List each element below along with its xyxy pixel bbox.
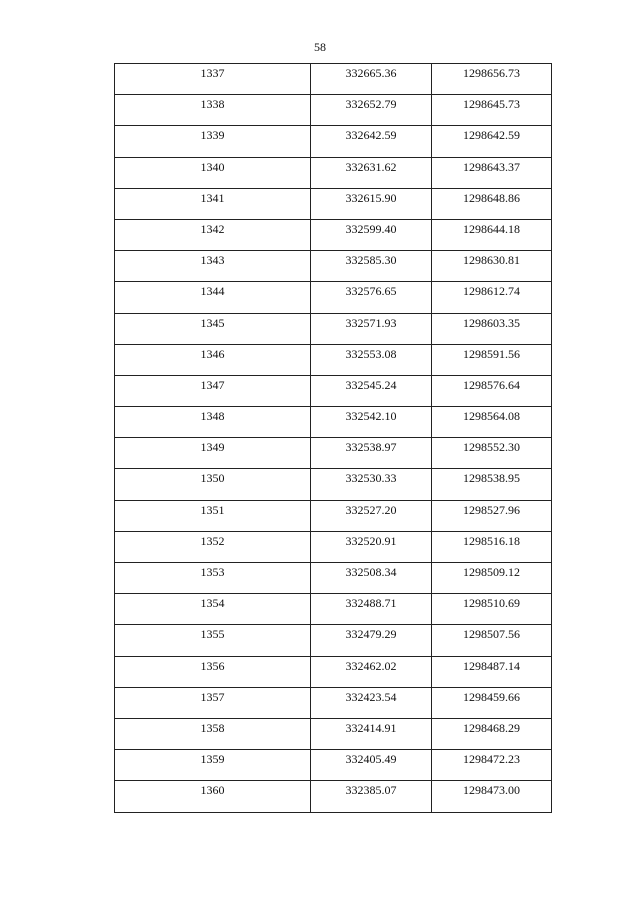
x-coordinate-cell xyxy=(311,500,432,531)
x-coordinate-cell xyxy=(311,625,432,656)
x-coordinate-text: 332479.29 xyxy=(345,627,397,642)
x-coordinate-cell xyxy=(311,718,432,749)
y-coordinate-text: 1298527.96 xyxy=(463,502,520,517)
y-coordinate-cell xyxy=(432,282,552,313)
table-body xyxy=(115,64,552,813)
point-number-text: 1347 xyxy=(200,377,225,392)
table-row xyxy=(115,718,552,749)
x-coordinate-text: 332571.93 xyxy=(345,315,397,330)
y-coordinate-text: 1298642.59 xyxy=(463,128,520,143)
x-coordinate-text: 332405.49 xyxy=(345,752,397,767)
x-coordinate-text: 332642.59 xyxy=(345,128,397,143)
x-coordinate-cell xyxy=(311,251,432,282)
y-coordinate-text: 1298507.56 xyxy=(463,627,520,642)
table-row xyxy=(115,64,552,95)
point-number-text: 1341 xyxy=(200,190,225,205)
point-number-cell xyxy=(115,469,311,500)
point-number-cell xyxy=(115,625,311,656)
x-coordinate-text: 332530.33 xyxy=(345,471,397,486)
table-row xyxy=(115,126,552,157)
table-row xyxy=(115,313,552,344)
x-coordinate-cell xyxy=(311,282,432,313)
x-coordinate-text: 332538.97 xyxy=(345,440,397,455)
y-coordinate-cell xyxy=(432,781,552,812)
y-coordinate-text: 1298509.12 xyxy=(463,565,520,579)
y-coordinate-cell xyxy=(432,344,552,375)
x-coordinate-text: 332488.71 xyxy=(345,596,397,611)
y-coordinate-cell xyxy=(432,219,552,250)
y-coordinate-text: 1298576.64 xyxy=(463,377,520,392)
point-number-cell xyxy=(115,656,311,687)
point-number-text: 1358 xyxy=(200,720,225,735)
y-coordinate-cell xyxy=(432,594,552,625)
x-coordinate-cell xyxy=(311,157,432,188)
point-number-cell xyxy=(115,313,311,344)
point-number-cell xyxy=(115,563,311,594)
y-coordinate-text: 1298643.37 xyxy=(463,159,520,174)
x-coordinate-text: 332652.79 xyxy=(345,97,397,112)
y-coordinate-cell xyxy=(432,625,552,656)
table-row xyxy=(115,531,552,562)
point-number-cell xyxy=(115,781,311,812)
y-coordinate-cell xyxy=(432,687,552,718)
table-row xyxy=(115,563,552,594)
x-coordinate-cell xyxy=(311,469,432,500)
y-coordinate-cell xyxy=(432,375,552,406)
y-coordinate-text: 1298591.56 xyxy=(463,346,520,361)
y-coordinate-text: 1298656.73 xyxy=(463,66,520,80)
x-coordinate-cell xyxy=(311,95,432,126)
y-coordinate-cell xyxy=(432,251,552,282)
point-number-text: 1357 xyxy=(200,689,225,704)
point-number-text: 1350 xyxy=(200,471,225,486)
x-coordinate-text: 332545.24 xyxy=(345,377,397,392)
y-coordinate-cell xyxy=(432,438,552,469)
x-coordinate-cell xyxy=(311,126,432,157)
point-number-text: 1356 xyxy=(200,658,225,673)
x-coordinate-text: 332508.34 xyxy=(345,565,397,579)
point-number-cell xyxy=(115,219,311,250)
table-row xyxy=(115,188,552,219)
y-coordinate-cell xyxy=(432,563,552,594)
x-coordinate-cell xyxy=(311,344,432,375)
y-coordinate-text: 1298630.81 xyxy=(463,253,520,268)
x-coordinate-text: 332665.36 xyxy=(345,66,397,80)
coordinates-table xyxy=(114,63,552,813)
table-row xyxy=(115,95,552,126)
y-coordinate-text: 1298612.74 xyxy=(463,284,520,299)
point-number-cell xyxy=(115,438,311,469)
point-number-cell xyxy=(115,500,311,531)
point-number-cell xyxy=(115,407,311,438)
x-coordinate-cell xyxy=(311,64,432,95)
table-row xyxy=(115,438,552,469)
y-coordinate-text: 1298648.86 xyxy=(463,190,520,205)
point-number-text: 1345 xyxy=(200,315,225,330)
x-coordinate-text: 332585.30 xyxy=(345,253,397,268)
y-coordinate-cell xyxy=(432,313,552,344)
point-number-text: 1340 xyxy=(200,159,225,174)
table-row xyxy=(115,469,552,500)
x-coordinate-text: 332542.10 xyxy=(345,409,397,424)
point-number-text: 1359 xyxy=(200,752,225,767)
point-number-text: 1354 xyxy=(200,596,225,611)
x-coordinate-cell xyxy=(311,687,432,718)
table-row xyxy=(115,687,552,718)
y-coordinate-text: 1298473.00 xyxy=(463,783,520,798)
x-coordinate-text: 332576.65 xyxy=(345,284,397,299)
point-number-text: 1355 xyxy=(200,627,225,642)
point-number-cell xyxy=(115,251,311,282)
y-coordinate-text: 1298538.95 xyxy=(463,471,520,486)
table-row xyxy=(115,500,552,531)
point-number-text: 1353 xyxy=(200,565,225,579)
y-coordinate-text: 1298472.23 xyxy=(463,752,520,767)
point-number-cell xyxy=(115,531,311,562)
point-number-cell xyxy=(115,157,311,188)
y-coordinate-cell xyxy=(432,500,552,531)
x-coordinate-cell xyxy=(311,375,432,406)
point-number-cell xyxy=(115,375,311,406)
y-coordinate-cell xyxy=(432,750,552,781)
x-coordinate-text: 332462.02 xyxy=(345,658,397,673)
point-number-text: 1342 xyxy=(200,221,225,236)
point-number-cell xyxy=(115,687,311,718)
table-row xyxy=(115,375,552,406)
point-number-cell xyxy=(115,594,311,625)
x-coordinate-cell xyxy=(311,750,432,781)
table-row xyxy=(115,656,552,687)
x-coordinate-cell xyxy=(311,219,432,250)
point-number-cell xyxy=(115,344,311,375)
x-coordinate-text: 332631.62 xyxy=(345,159,397,174)
x-coordinate-cell xyxy=(311,563,432,594)
y-coordinate-text: 1298516.18 xyxy=(463,533,520,548)
point-number-text: 1339 xyxy=(200,128,225,143)
y-coordinate-cell xyxy=(432,656,552,687)
y-coordinate-cell xyxy=(432,531,552,562)
x-coordinate-text: 332527.20 xyxy=(345,502,397,517)
point-number-text: 1360 xyxy=(200,783,225,798)
y-coordinate-cell xyxy=(432,718,552,749)
table-row xyxy=(115,750,552,781)
table-row xyxy=(115,781,552,812)
x-coordinate-cell xyxy=(311,594,432,625)
y-coordinate-text: 1298487.14 xyxy=(463,658,520,673)
x-coordinate-cell xyxy=(311,313,432,344)
y-coordinate-cell xyxy=(432,407,552,438)
table-row xyxy=(115,282,552,313)
point-number-cell xyxy=(115,64,311,95)
point-number-text: 1349 xyxy=(200,440,225,455)
point-number-cell xyxy=(115,718,311,749)
x-coordinate-cell xyxy=(311,531,432,562)
y-coordinate-text: 1298510.69 xyxy=(463,596,520,611)
x-coordinate-text: 332599.40 xyxy=(345,221,397,236)
page-number: 58 xyxy=(314,40,326,54)
y-coordinate-text: 1298459.66 xyxy=(463,689,520,704)
point-number-text: 1337 xyxy=(200,66,225,80)
y-coordinate-cell xyxy=(432,64,552,95)
y-coordinate-cell xyxy=(432,126,552,157)
table-row xyxy=(115,594,552,625)
y-coordinate-text: 1298644.18 xyxy=(463,221,520,236)
point-number-cell xyxy=(115,750,311,781)
point-number-cell xyxy=(115,95,311,126)
table-row xyxy=(115,251,552,282)
x-coordinate-text: 332414.91 xyxy=(345,720,397,735)
x-coordinate-cell xyxy=(311,656,432,687)
point-number-cell xyxy=(115,188,311,219)
x-coordinate-cell xyxy=(311,781,432,812)
table-row xyxy=(115,407,552,438)
table-row xyxy=(115,157,552,188)
point-number-text: 1352 xyxy=(200,533,225,548)
point-number-text: 1343 xyxy=(200,253,225,268)
y-coordinate-text: 1298645.73 xyxy=(463,97,520,112)
x-coordinate-cell xyxy=(311,407,432,438)
table-row xyxy=(115,344,552,375)
y-coordinate-cell xyxy=(432,157,552,188)
point-number-text: 1344 xyxy=(200,284,225,299)
x-coordinate-text: 332385.07 xyxy=(345,783,397,798)
point-number-cell xyxy=(115,282,311,313)
table-row xyxy=(115,625,552,656)
point-number-text: 1338 xyxy=(200,97,225,112)
x-coordinate-text: 332423.54 xyxy=(345,689,397,704)
point-number-text: 1351 xyxy=(200,502,225,517)
x-coordinate-text: 332553.08 xyxy=(345,346,397,361)
y-coordinate-text: 1298468.29 xyxy=(463,720,520,735)
point-number-cell xyxy=(115,126,311,157)
point-number-text: 1346 xyxy=(200,346,225,361)
y-coordinate-cell xyxy=(432,188,552,219)
x-coordinate-text: 332615.90 xyxy=(345,190,397,205)
x-coordinate-cell xyxy=(311,188,432,219)
y-coordinate-cell xyxy=(432,95,552,126)
x-coordinate-text: 332520.91 xyxy=(345,533,397,548)
x-coordinate-cell xyxy=(311,438,432,469)
table-row xyxy=(115,219,552,250)
y-coordinate-cell xyxy=(432,469,552,500)
y-coordinate-text: 1298603.35 xyxy=(463,315,520,330)
y-coordinate-text: 1298552.30 xyxy=(463,440,520,455)
point-number-text: 1348 xyxy=(200,409,225,424)
y-coordinate-text: 1298564.08 xyxy=(463,409,520,424)
